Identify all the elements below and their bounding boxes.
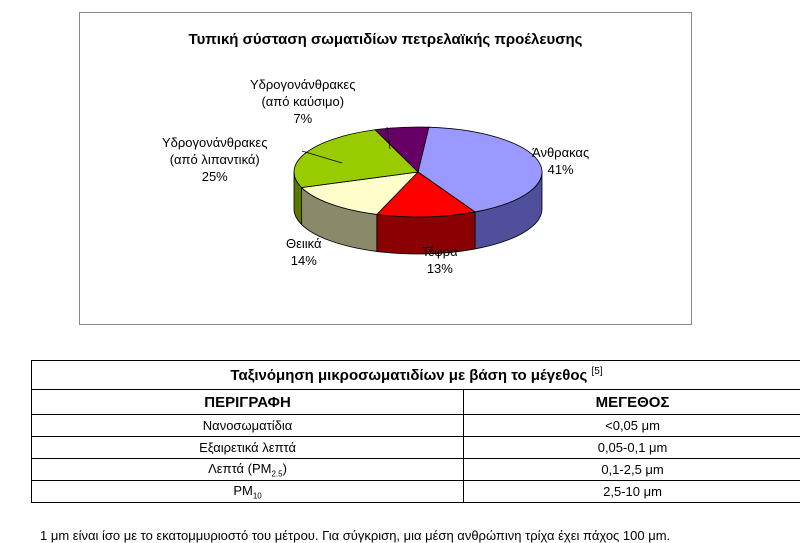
footnote-text: 1 μm είναι ίσο με το εκατομμυριοστό του μέτρου. Για σύγκριση, μια μέση ανθρώπινη τρίχα έχει πάχος 100 μm. [40, 528, 670, 543]
description-subscript: 10 [253, 491, 262, 500]
slice-label-text: (από λιπαντικά) [162, 151, 267, 168]
slice-label-text: Τέφρα [422, 243, 458, 260]
table-row [32, 459, 800, 481]
slice-label-text: (από καύσιμο) [250, 93, 355, 110]
slice-label-ash [422, 243, 458, 277]
slice-label-text: Υδρογονάνθρακες [162, 134, 267, 151]
column-header-size: ΜΕΓΕΘΟΣ [464, 390, 800, 415]
description-text: PM [233, 483, 253, 498]
description-text: Νανοσωματίδια [203, 418, 292, 433]
slice-label-hydrocarbons-fuel [250, 76, 355, 127]
slice-label-text: Θειικά [286, 235, 322, 252]
cell-size: 2,5-10 μm [464, 481, 800, 503]
pie-chart-frame [79, 12, 692, 325]
table-row [32, 415, 800, 437]
slice-label-text: Υδρογονάνθρακες [250, 76, 355, 93]
column-header-description: ΠΕΡΙΓΡΑΦΗ [32, 390, 464, 415]
slice-label-sulfates [286, 235, 322, 269]
cell-description [32, 459, 464, 481]
description-text: Εξαιρετικά λεπτά [199, 440, 296, 455]
slice-label-hydrocarbons-lubricants [162, 134, 267, 185]
cell-size: 0,1-2,5 μm [464, 459, 800, 481]
description-suffix: ) [283, 461, 287, 476]
cell-description [32, 481, 464, 503]
cell-size: <0,05 μm [464, 415, 800, 437]
cell-description [32, 415, 464, 437]
table-row [32, 481, 800, 503]
slice-percent: 25% [162, 168, 267, 185]
slice-label-text: Άνθρακας [532, 144, 589, 161]
slice-label-carbon [532, 144, 589, 178]
table-row [32, 437, 800, 459]
description-subscript: 2.5 [271, 469, 282, 478]
slice-percent: 7% [250, 110, 355, 127]
table-caption-ref: [5] [591, 366, 602, 377]
slice-percent: 41% [532, 161, 589, 178]
chart-title: Τυπική σύσταση σωματιδίων πετρελαϊκής προέλευσης [80, 31, 691, 48]
particle-size-table [31, 360, 800, 503]
slice-percent: 14% [286, 252, 322, 269]
cell-description [32, 437, 464, 459]
table-caption [32, 361, 800, 390]
cell-size: 0,05-0,1 μm [464, 437, 800, 459]
table-caption-text: Ταξινόμηση μικροσωματιδίων με βάση το μέγεθος [230, 367, 587, 384]
slice-percent: 13% [422, 260, 458, 277]
description-text: Λεπτά (PM [208, 461, 271, 476]
